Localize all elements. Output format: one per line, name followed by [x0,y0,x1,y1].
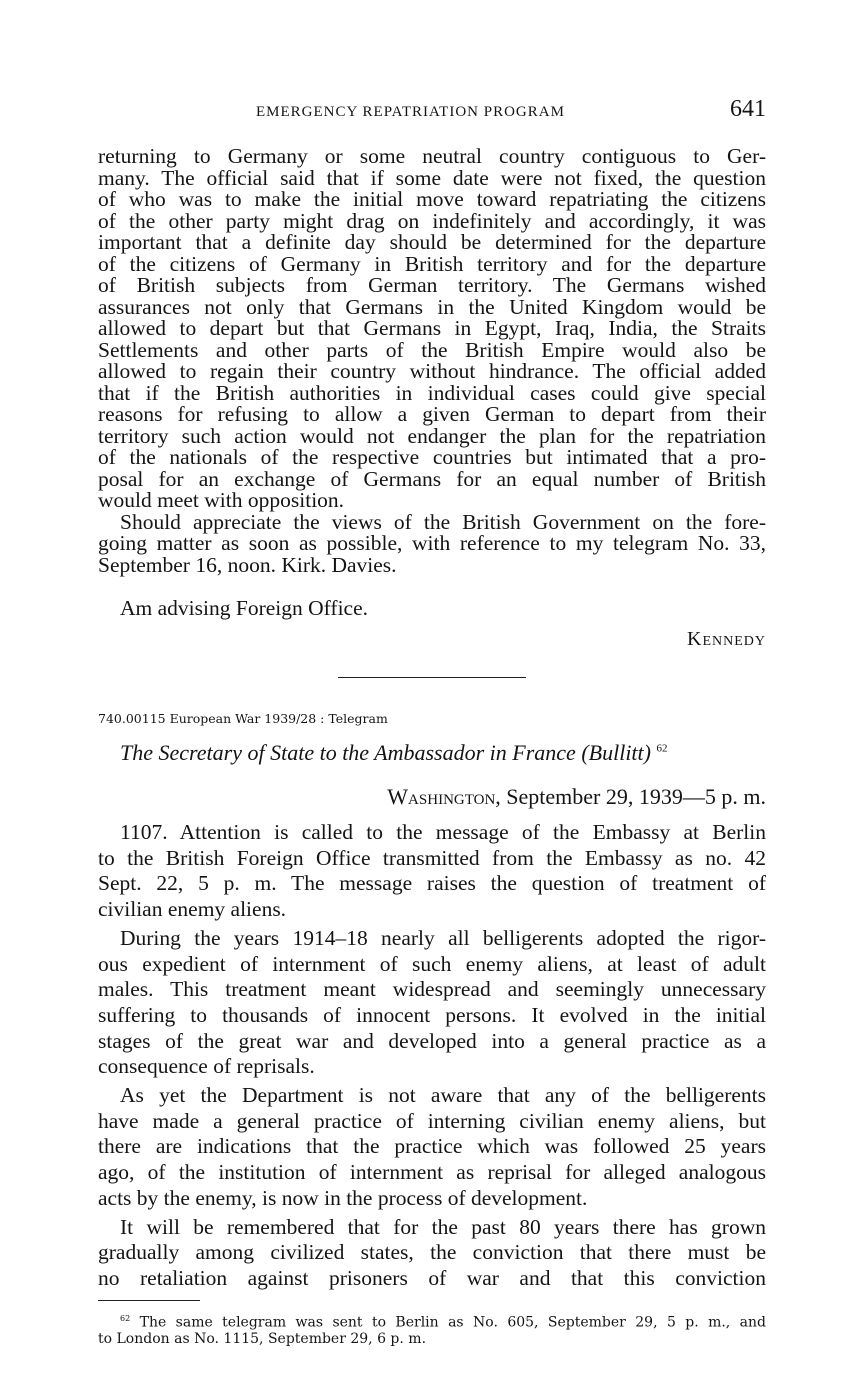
running-title: EMERGENCY REPATRIATION PROGRAM [256,104,565,120]
body-paragraph [98,1215,766,1292]
text-line: reasons for refusing to allow a given German to depart from their [98,402,766,426]
text-line: September 16, noon. Kirk. Davies. [98,552,397,577]
body-paragraph [98,1083,766,1212]
text-line: returning to Germany or some neutral country contiguous to Ger- [98,144,766,168]
text-line: As yet the Department is not aware that any of the belligerents [120,1083,766,1108]
text-line: gradually among civilized states, the conviction that there must be [98,1240,766,1265]
text-line: Settlements and other parts of the British Empire would also be [98,337,766,362]
signature: Kennedy [687,628,766,650]
document-title-text: The Secretary of State to the Ambassador in France (Bullitt) [120,740,651,765]
telegram-body [98,820,766,1292]
text-line: 1107. Attention is called to the message of the Embassy at Berlin [120,820,766,844]
continued-paragraph [98,146,766,576]
file-reference: 740.00115 European War 1939/28 : Telegram [98,711,388,726]
text-line: suffering to thousands of innocent persons. It evolved in the initial [98,1002,766,1027]
text-line: It will be remembered that for the past 80 years there has grown [120,1214,766,1239]
text-line: to the British Foreign Office transmitted from the Embassy as no. 42 [98,845,766,870]
document-title [120,740,766,766]
dateline [98,784,766,810]
text-line: During the years 1914–18 nearly all belligerents adopted the rigor- [120,925,766,950]
text-line: Sept. 22, 5 p. m. The message raises the question of treatment of [98,871,766,896]
text-line: stages of the great war and developed into a general practice as a [98,1028,766,1053]
text-line: have made a general practice of interning civilian enemy aliens, but [98,1108,766,1133]
footnote-marker: 62 [120,1313,131,1323]
text-line: allowed to regain their country without hindrance. The official added [98,359,766,383]
body-paragraph [98,820,766,923]
text-line: no retaliation against prisoners of war and that this conviction [98,1265,766,1290]
text-line: there are indications that the practice which was followed 25 years [98,1134,766,1159]
advising-line: Am advising Foreign Office. [120,596,369,620]
text-line: of the nationals of the respective countries but intimated that a pro- [98,445,766,469]
text-line: allowed to depart but that Germans in Egypt, Iraq, India, the Straits [98,316,766,340]
dateline-place: Washington [387,784,496,809]
text-line: important that a definite day should be determined for the departure [98,230,766,254]
footnote-divider [98,1300,200,1301]
text-line: consequence of reprisals. [98,1054,315,1079]
dateline-date: , September 29, 1939—5 p. m. [495,784,766,809]
text-line: assurances not only that Germans in the United Kingdom would be [98,294,766,319]
text-line: ago, of the institution of internment as reprisal for alleged analogous [98,1160,766,1185]
text-line: of British subjects from German territory. The Germans wished [98,273,766,297]
text-line: going matter as soon as possible, with reference to my telegram No. 33, [98,531,766,555]
text-line: of who was to make the initial move toward repatriating the citizens [98,187,766,211]
text-line: ous expedient of internment of such enemy aliens, at least of adult [98,951,766,976]
text-line: many. The official said that if some date were not fixed, the question [98,165,766,190]
text-line: Should appreciate the views of the British Government on the fore- [120,509,766,534]
text-line: posal for an exchange of Germans for an equal number of British [98,466,766,491]
text-line: would meet with opposition. [98,488,345,512]
footnote-line: to London as No. 1115, September 29, 6 p. m. [98,1330,427,1347]
body-paragraph [98,926,766,1080]
footnote-text: The same telegram was sent to Berlin as No. 605, September 29, 5 p. m., and [139,1314,766,1331]
footnote [98,1311,766,1348]
text-line: of the citizens of Germany in British territory and for the departure [98,251,766,276]
text-line: acts by the enemy, is now in the process of development. [98,1185,588,1210]
section-divider [338,677,526,678]
running-head [98,96,766,130]
text-line: males. This treatment meant widespread and seemingly unnecessary [98,977,766,1002]
document-page [98,96,766,1347]
footnote-reference: 62 [656,742,668,755]
text-line: civilian enemy aliens. [98,897,287,922]
footnote-line [98,1311,766,1331]
text-line: of the other party might drag on indefinitely and accordingly, it was [98,208,766,233]
text-line: that if the British authorities in individual cases could give special [98,380,766,405]
page-number: 641 [730,96,766,122]
text-line: territory such action would not endanger the plan for the repatriation [98,423,766,448]
